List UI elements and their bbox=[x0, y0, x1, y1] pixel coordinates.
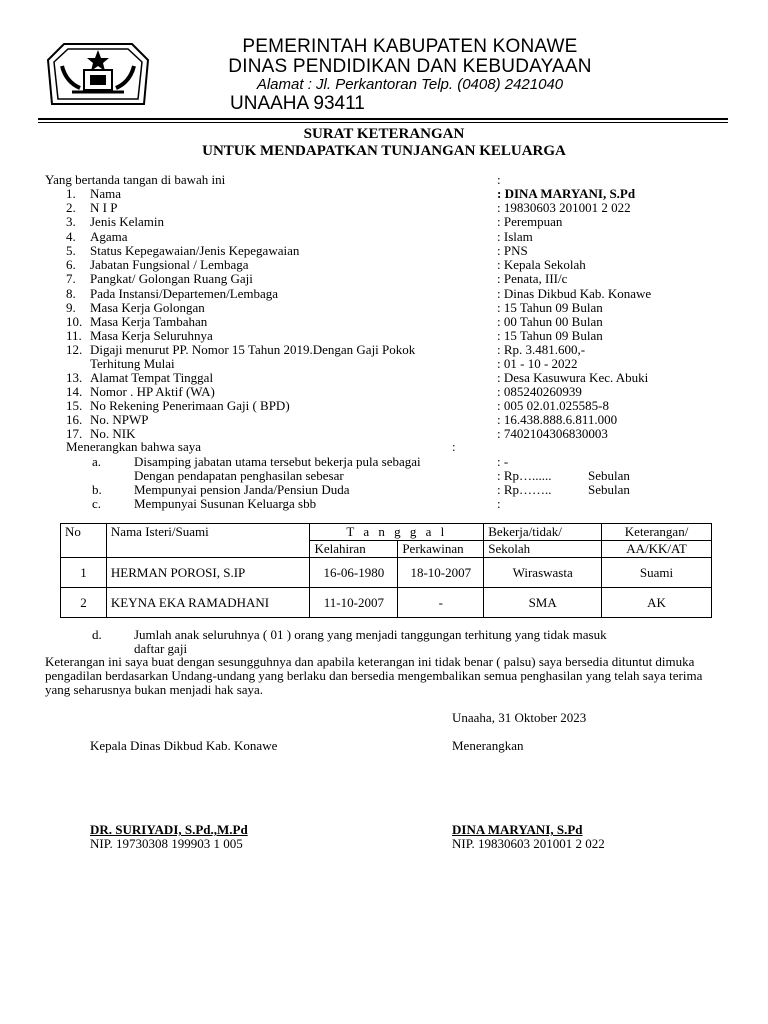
letterhead-rule-thin bbox=[38, 122, 728, 123]
field-value: : 005 02.01.025585-8 bbox=[497, 398, 609, 413]
letterhead-department: DINAS PENDIDIKAN DAN KEBUDAYAAN bbox=[228, 56, 592, 77]
item-c-letter: c. bbox=[92, 496, 102, 511]
field-value: : 15 Tahun 09 Bulan bbox=[497, 300, 603, 315]
item-d-text-continued: daftar gaji bbox=[134, 641, 188, 656]
item-a-income-text: Dengan pendapatan penghasilan sebesar bbox=[134, 468, 344, 483]
item-b-period: Sebulan bbox=[588, 482, 630, 497]
document-subtitle: UNTUK MENDAPATKAN TUNJANGAN KELUARGA bbox=[202, 143, 566, 159]
field-number: 8. bbox=[66, 286, 76, 301]
cell-occupation: SMA bbox=[484, 588, 602, 618]
cell-no: 2 bbox=[61, 588, 107, 618]
field-label: No Rekening Penerimaan Gaji ( BPD) bbox=[90, 398, 290, 413]
field-label: Alamat Tempat Tinggal bbox=[90, 370, 214, 385]
cell-name: HERMAN POROSI, S.IP bbox=[106, 558, 310, 588]
field-value: : 00 Tahun 00 Bulan bbox=[497, 314, 603, 329]
field-value: : 15 Tahun 09 Bulan bbox=[497, 328, 603, 343]
signatory-left-nip: NIP. 19730308 199903 1 005 bbox=[90, 836, 243, 851]
field-number: 4. bbox=[66, 229, 76, 244]
cell-remark: Suami bbox=[602, 558, 712, 588]
cell-occupation: Wiraswasta bbox=[484, 558, 602, 588]
item-b-value: : Rp…….. bbox=[497, 482, 552, 497]
header-aakkat: AA/KK/AT bbox=[602, 541, 712, 558]
table-header-row bbox=[61, 524, 712, 541]
letterhead-rule-thick bbox=[38, 118, 728, 120]
field-number: 17. bbox=[66, 426, 83, 441]
document-title: SURAT KETERANGAN bbox=[303, 126, 465, 142]
field-value: : Desa Kasuwura Kec. Abuki bbox=[497, 370, 649, 385]
header-kelahiran: Kelahiran bbox=[310, 541, 398, 558]
field-label: N I P bbox=[90, 200, 118, 215]
field-number: 14. bbox=[66, 384, 83, 399]
cell-remark: AK bbox=[602, 588, 712, 618]
field-label: Masa Kerja Seluruhnya bbox=[90, 328, 213, 343]
field-value: : Dinas Dikbud Kab. Konawe bbox=[497, 286, 652, 301]
field-label: No. NIK bbox=[90, 426, 136, 441]
field-label: Jabatan Fungsional / Lembaga bbox=[90, 257, 249, 272]
signatory-left-title: Kepala Dinas Dikbud Kab. Konawe bbox=[90, 738, 278, 753]
signatory-left-name: DR. SURIYADI, S.Pd.,M.Pd bbox=[90, 822, 248, 837]
item-d-letter: d. bbox=[92, 627, 102, 642]
field-number: 6. bbox=[66, 257, 76, 272]
item-c-text: Mempunyai Susunan Keluarga sbb bbox=[134, 496, 317, 511]
family-table bbox=[60, 523, 712, 618]
item-a-income-period: Sebulan bbox=[588, 468, 630, 483]
field-label: Nomor . HP Aktif (WA) bbox=[90, 384, 215, 399]
header-name: Nama Isteri/Suami bbox=[106, 524, 310, 558]
item-a-text: Disamping jabatan utama tersebut bekerja pula sebagai bbox=[134, 454, 421, 469]
field-label: Jenis Kelamin bbox=[90, 214, 165, 229]
field-number: 1. bbox=[66, 186, 76, 201]
field-value: : 085240260939 bbox=[497, 384, 582, 399]
field-label: Nama bbox=[90, 186, 122, 201]
field-value: : Islam bbox=[497, 229, 533, 244]
field-label: Terhitung Mulai bbox=[90, 356, 175, 371]
field-number: 11. bbox=[66, 328, 82, 343]
field-number: 12. bbox=[66, 342, 83, 357]
field-label: Status Kepegawaian/Jenis Kepegawaian bbox=[90, 243, 300, 258]
table-row bbox=[61, 588, 712, 618]
konawe-emblem-logo bbox=[44, 36, 152, 108]
place-date: Unaaha, 31 Oktober 2023 bbox=[452, 710, 587, 725]
field-number: 16. bbox=[66, 412, 83, 427]
field-value: : 19830603 201001 2 022 bbox=[497, 200, 631, 215]
signatory-right-nip: NIP. 19830603 201001 2 022 bbox=[452, 836, 605, 851]
field-number: 10. bbox=[66, 314, 83, 329]
closing-statement: Keterangan ini saya buat dengan sesungguhnya dan apabila keterangan ini tidak benar ( palsu) saya bersedia dituntut dimuka pengadilan berdasarkan Undang-undang yang berlaku dan bersedia mengembalikan semua penghasilan yang telah saya terima yang seharusnya bukan menjadi hak saya. bbox=[45, 654, 703, 697]
letterhead-government: PEMERINTAH KABUPATEN KONAWE bbox=[242, 36, 578, 57]
field-value: : Perempuan bbox=[497, 214, 563, 229]
cell-marriage-date: - bbox=[398, 588, 484, 618]
item-b-letter: b. bbox=[92, 482, 102, 497]
table-row bbox=[61, 558, 712, 588]
field-label: Masa Kerja Tambahan bbox=[90, 314, 208, 329]
signatory-right-name: DINA MARYANI, S.Pd bbox=[452, 822, 583, 837]
item-a-income-value: : Rp…...... bbox=[497, 468, 552, 483]
field-number: 3. bbox=[66, 214, 76, 229]
header-bekerja: Bekerja/tidak/ bbox=[484, 524, 602, 541]
header-perkawinan: Perkawinan bbox=[398, 541, 484, 558]
cell-no: 1 bbox=[61, 558, 107, 588]
declaration-label: Menerangkan bahwa saya bbox=[66, 439, 201, 454]
field-label: Masa Kerja Golongan bbox=[90, 300, 205, 315]
cell-marriage-date: 18-10-2007 bbox=[398, 558, 484, 588]
item-a-value: : - bbox=[497, 454, 509, 469]
header-keterangan: Keterangan/ bbox=[602, 524, 712, 541]
field-value: : 01 - 10 - 2022 bbox=[497, 356, 578, 371]
field-label: Pangkat/ Golongan Ruang Gaji bbox=[90, 271, 253, 286]
field-number: 5. bbox=[66, 243, 76, 258]
signatory-right-title: Menerangkan bbox=[452, 738, 524, 753]
letterhead-city: UNAAHA 93411 bbox=[230, 93, 365, 114]
cell-birth-date: 11-10-2007 bbox=[310, 588, 398, 618]
declaration-colon: : bbox=[452, 439, 456, 454]
field-value: : 16.438.888.6.811.000 bbox=[497, 412, 618, 427]
field-label: Digaji menurut PP. Nomor 15 Tahun 2019.Dengan Gaji Pokok bbox=[90, 342, 416, 357]
field-label: Agama bbox=[90, 229, 128, 244]
cell-birth-date: 16-06-1980 bbox=[310, 558, 398, 588]
item-c-value: : bbox=[497, 496, 501, 511]
field-number: 7. bbox=[66, 271, 76, 286]
item-d-text: Jumlah anak seluruhnya ( 01 ) orang yang menjadi tanggungan terhitung yang tidak masuk bbox=[134, 627, 607, 642]
item-a-letter: a. bbox=[92, 454, 102, 469]
field-value: : PNS bbox=[497, 243, 528, 258]
intro-text: Yang bertanda tangan di bawah ini bbox=[45, 172, 226, 187]
field-number: 2. bbox=[66, 200, 76, 215]
field-label: Pada Instansi/Departemen/Lembaga bbox=[90, 286, 279, 301]
cell-name: KEYNA EKA RAMADHANI bbox=[106, 588, 310, 618]
field-value: : Rp. 3.481.600,- bbox=[497, 342, 586, 357]
field-value: : 7402104306830003 bbox=[497, 426, 608, 441]
field-label: No. NPWP bbox=[90, 412, 149, 427]
header-sekolah: Sekolah bbox=[484, 541, 602, 558]
intro-colon: : bbox=[497, 172, 501, 187]
field-number: 15. bbox=[66, 398, 83, 413]
field-number: 13. bbox=[66, 370, 83, 385]
field-value-name: : DINA MARYANI, S.Pd bbox=[497, 186, 636, 201]
field-number: 9. bbox=[66, 300, 76, 315]
header-tanggal: T a n g g a l bbox=[310, 524, 484, 541]
field-value: : Penata, III/c bbox=[497, 271, 568, 286]
item-b-text: Mempunyai pension Janda/Pensiun Duda bbox=[134, 482, 350, 497]
field-value: : Kepala Sekolah bbox=[497, 257, 586, 272]
header-no: No bbox=[61, 524, 107, 558]
letterhead-address: Alamat : Jl. Perkantoran Telp. (0408) 2421040 bbox=[256, 76, 564, 93]
